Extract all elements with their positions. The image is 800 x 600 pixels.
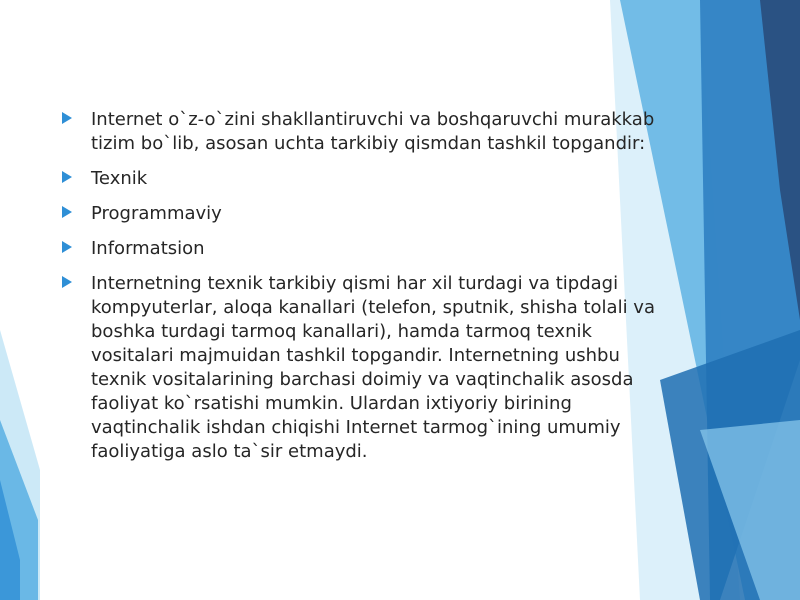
bullet-text: Programmaviy: [91, 203, 222, 224]
bullet-arrow-icon: [62, 112, 72, 124]
bullet-list: [62, 108, 680, 464]
bullet-item: [62, 108, 680, 156]
bullet-text: Informatsion: [91, 238, 205, 259]
bullet-text: Internetning texnik tarkibiy qismi har xil turdagi va tipdagi kompyuterlar, aloqa kanallari (telefon, sputnik, shisha tolali va boshka turdagi tarmoq kanallari), hamda tarmoq texnik vositalari majmuidan tashkil topgandir. Internetning ushbu texnik vositalarining barchasi doimiy va vaqtinchalik asosda faoliyat ko`rsatishi mumkin. Ulardan ixtiyoriy birining vaqtinchalik ishdan chiqishi Internet tarmog`ining umumiy faoliyatiga aslo ta`sir etmaydi.: [91, 273, 655, 462]
bullet-item: [62, 167, 680, 191]
bullet-arrow-icon: [62, 276, 72, 288]
slide-body: [62, 108, 680, 475]
bullet-arrow-icon: [62, 241, 72, 253]
bullet-arrow-icon: [62, 171, 72, 183]
bullet-item: [62, 202, 680, 226]
bullet-text: Texnik: [91, 168, 148, 189]
bullet-item: [62, 272, 680, 464]
bullet-item: [62, 237, 680, 261]
bullet-text: Internet o`z-o`zini shakllantiruvchi va boshqaruvchi murakkab tizim bo`lib, asosan uchta tarkibiy qismdan tashkil topgandir:: [91, 109, 655, 154]
bullet-arrow-icon: [62, 206, 72, 218]
